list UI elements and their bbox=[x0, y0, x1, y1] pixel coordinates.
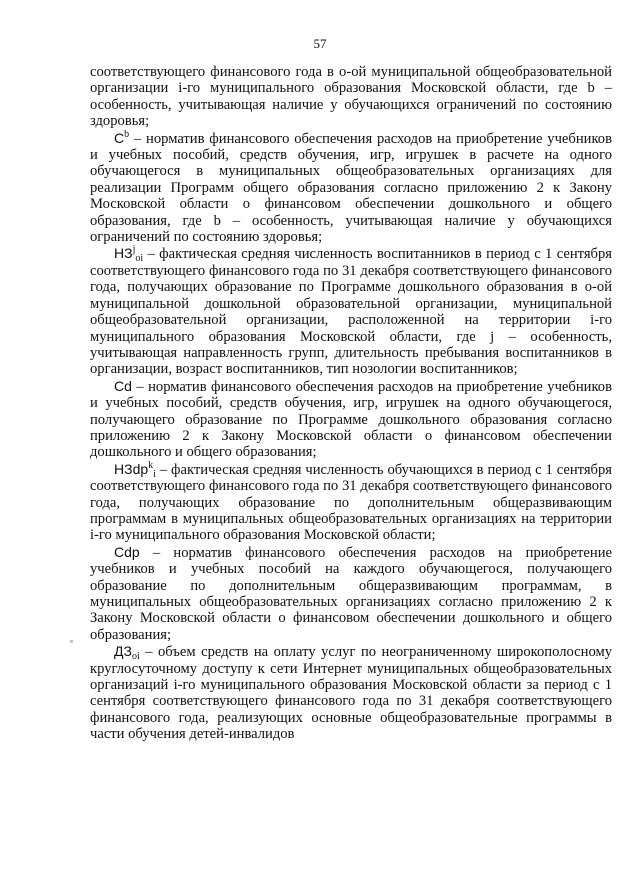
formula-symbol: ДЗ bbox=[114, 643, 132, 660]
paragraph-text: – фактическая средняя численность обучающихся в период с 1 сентября соответствующего финансового года по 31 декабря соответствующего финансового года, получающих образование по дополнительным общеразвивающим программам в муниципальных общеобразовательных организациях на территории i-го муниципального образования Московской области; bbox=[90, 461, 612, 544]
formula-subscript: i bbox=[153, 468, 156, 480]
document-body bbox=[90, 64, 612, 743]
formula-symbol: НЗdp bbox=[114, 460, 149, 477]
paragraph-text: – норматив финансового обеспечения расходов на приобретение учебников и учебных пособий, средств обучения, игр, игрушек на одного обучающегося, получающего образование по Программе дошкольного образования согласно приложению 2 к Закону Московской области о финансовом обеспечении дошкольного и общего образования; bbox=[90, 378, 612, 461]
formula-superscript: b bbox=[124, 128, 130, 140]
formula-superscript: k bbox=[148, 459, 154, 471]
scan-speck bbox=[70, 640, 73, 643]
paragraph-textbook-standard-preschool bbox=[90, 378, 612, 461]
formula-superscript: j bbox=[132, 244, 136, 256]
paragraph-text: – норматив финансового обеспечения расходов на приобретение учебников и учебных пособий, средств обучения, игр, игрушек в расчете на одного обучающегося в муниципальных общеобразовательных организациях для реализации Программ общего образования согласно приложению 2 к Закону Московской области о финансовом обеспечении дошкольного и общего образования, где b – особенность, учитывающая наличие у обучающихся ограничений по состоянию здоровья; bbox=[90, 130, 612, 246]
paragraph-textbook-standard-general bbox=[90, 130, 612, 246]
formula-subscript: oi bbox=[135, 253, 144, 265]
paragraph-text: – норматив финансового обеспечения расходов на приобретение учебников и учебных пособий на каждого обучающегося, получающего образование по дополнительным общеразвивающим программам, в муниципальных общеобразовательных организациях согласно приложению 2 к Закону Московской области о финансовом обеспечении дошкольного и общего образования; bbox=[90, 544, 612, 643]
formula-symbol: Сdp bbox=[114, 543, 140, 560]
formula-symbol: НЗ bbox=[114, 245, 133, 262]
formula-symbol: Сd bbox=[114, 377, 132, 394]
paragraph-continuation bbox=[90, 64, 612, 130]
paragraph-preschool-pupils-count bbox=[90, 245, 612, 377]
formula-symbol: С bbox=[114, 129, 125, 146]
paragraph-text: – фактическая средняя численность воспитанников в период с 1 сентября соответствующего финансового года по 31 декабря соответствующего финансового года, получающих образование по Программе дошкольного образования в о-ой муниципальной дошкольной образовательной организации, муниципальной общеобразовательной организации, расположенной на территории i-го муниципального образования Московской области, где j – особенность, учитывающая направленность групп, длительность пребывания воспитанников в организации, возраст воспитанников, тип нозологии воспитанников; bbox=[90, 246, 612, 378]
paragraph-textbook-standard-additional bbox=[90, 544, 612, 643]
paragraph-additional-programs-count bbox=[90, 461, 612, 544]
paragraph-text: соответствующего финансового года в о-ой муниципальной общеобразовательной организации i-го муниципального образования Московской области, где b – особенность, учитывающая наличие у обучающихся ограничений по состоянию здоровья; bbox=[90, 64, 612, 130]
paragraph-text: – объем средств на оплату услуг по неограниченному широкополосному круглосуточному доступу к сети Интернет муниципальных общеобразовательных организаций i-го муниципального образования Московской области за период с 1 сентября соответствующего финансового года по 31 декабря соответствующего финансового года, реализующих основные общеобразовательные программы в части обучения детей-инвалидов bbox=[90, 644, 612, 743]
formula-subscript: oi bbox=[131, 651, 140, 663]
page-number: 57 bbox=[313, 36, 327, 51]
paragraph-internet-access-funds bbox=[90, 643, 612, 742]
